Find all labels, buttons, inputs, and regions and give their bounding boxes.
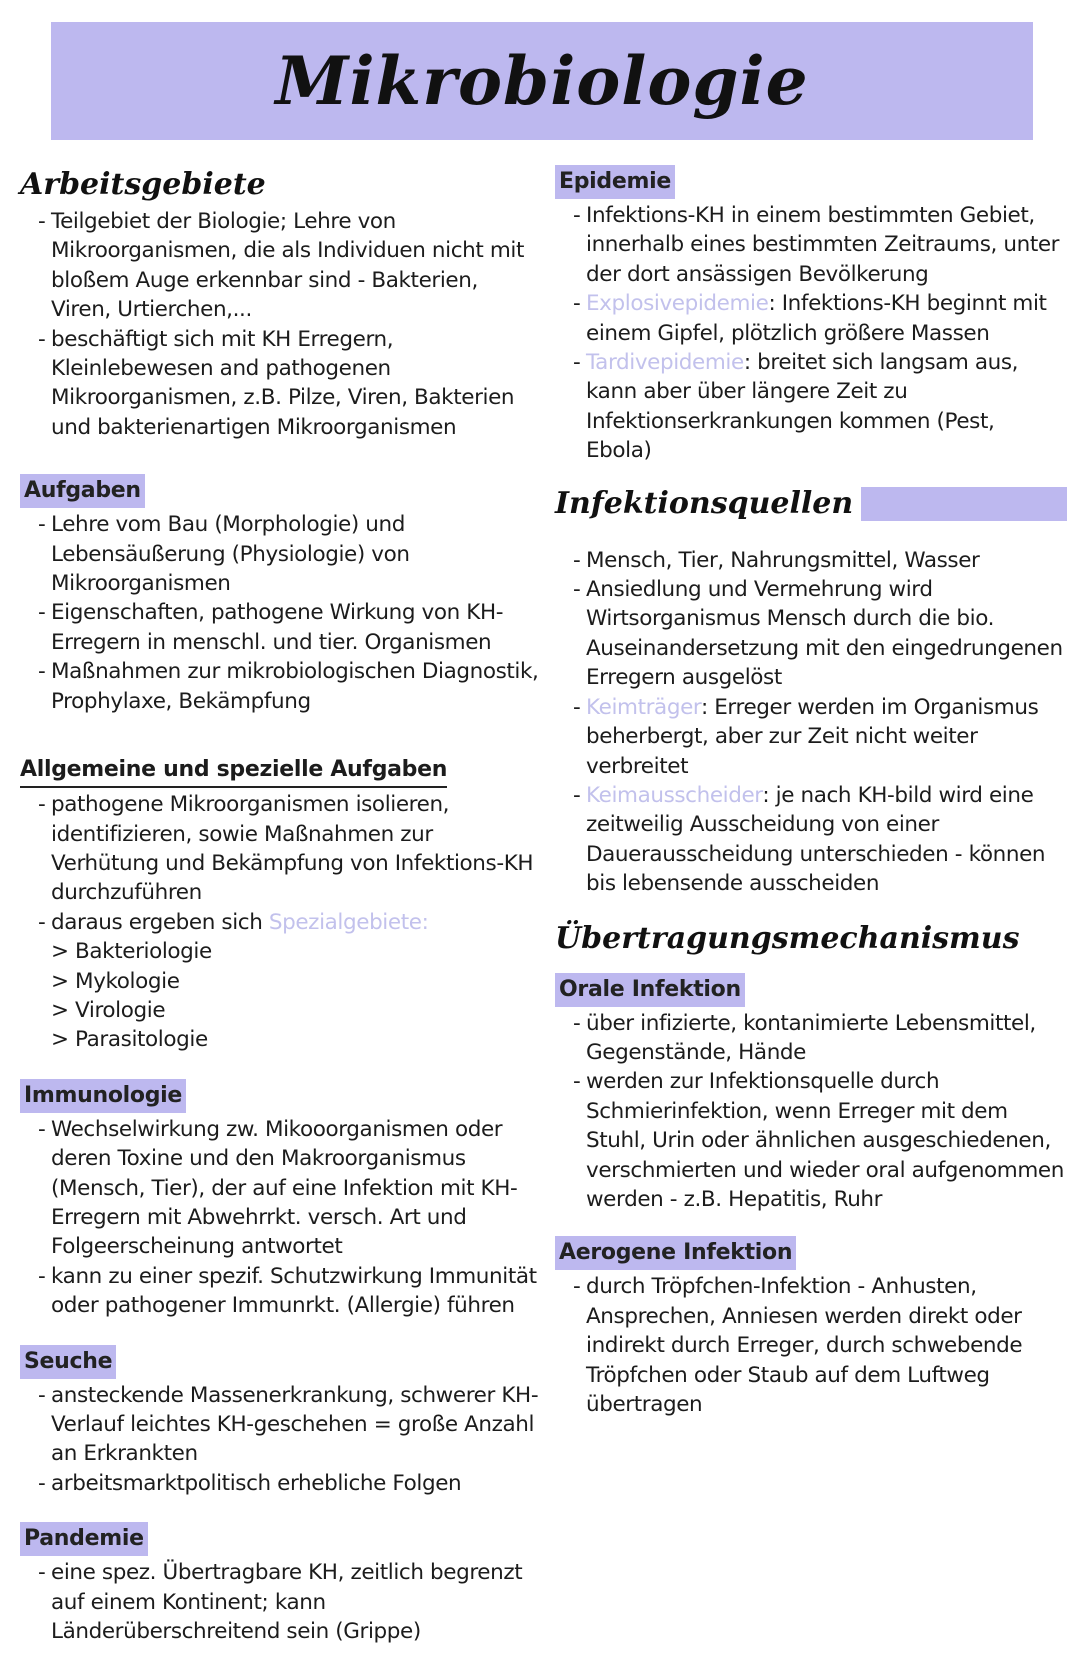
heading-aufgaben: Aufgaben: [20, 474, 145, 508]
text-fragment: : Erreger werden im Organismus beherbergt, aber zur Zeit nicht weiter verbreitet: [586, 694, 1039, 779]
section-allgemeine-aufgaben: [20, 754, 540, 1055]
infektionsquellen-heading-row: [555, 484, 1065, 524]
heading-orale-infektion: Orale Infektion: [555, 973, 745, 1007]
list-item: [38, 908, 540, 937]
text-fragment: : Infektions-KH beginnt mit einem Gipfel, plötzlich größere Massen: [586, 291, 1047, 346]
list-item: - durch Tröpfchen-Infektion - Anhusten, Ansprechen, Anniesen werden direkt oder indirekt durch Erreger, durch schwebende Tröpfchen oder Staub auf dem Luftweg übertragen: [573, 1272, 1065, 1419]
list-aufgaben: [20, 510, 540, 716]
heading-immunologie: Immunologie: [20, 1079, 186, 1113]
list-item: [573, 781, 1065, 899]
list-item: - Maßnahmen zur mikrobiologischen Diagnostik, Prophylaxe, Bekämpfung: [38, 657, 540, 716]
list-arbeitsgebiete: [20, 207, 540, 442]
list-pandemie: [20, 1558, 540, 1646]
sub-item: > Bakteriologie: [51, 939, 212, 965]
text-fragment: daraus ergeben sich: [51, 909, 269, 935]
term-spezialgebiete: Spezialgebiete: [268, 909, 422, 935]
list-immunologie: [20, 1115, 540, 1321]
page-title: Mikrobiologie: [275, 42, 809, 120]
list-item: [573, 348, 1065, 466]
heading-seuche: Seuche: [20, 1345, 116, 1379]
list-item: - Ansiedlung und Vermehrung wird Wirtsorganismus Mensch durch die bio. Auseinandersetzung mit den eingedrungenen Erregern ausgelöst: [573, 575, 1065, 693]
term-tardivepidemie: Tardivepidemie: [586, 350, 744, 376]
section-uebertragungsmechanismus: [555, 919, 1065, 959]
list-item: - über infizierte, kontanimierte Lebensmittel, Gegenstände, Hände: [573, 1009, 1065, 1068]
heading-allgemeine-aufgaben: Allgemeine und spezielle Aufgaben: [20, 754, 447, 788]
term-keimtraeger: Keimträger: [586, 694, 701, 720]
list-seuche: [20, 1381, 540, 1499]
heading-arbeitsgebiete: Arbeitsgebiete: [20, 167, 266, 202]
term-keimausscheider: Keimausscheider: [586, 782, 763, 808]
text-fragment: : breitet sich langsam aus, kann aber über längere Zeit zu Infektionserkrankungen kommen (Pest, Ebola): [586, 350, 1019, 464]
list-item: - Infektions-KH in einem bestimmten Gebiet, innerhalb eines bestimmten Zeitraums, unter der dort ansässigen Bevölkerung: [573, 201, 1065, 289]
section-orale-infektion: [555, 973, 1065, 1215]
heading-pandemie: Pandemie: [20, 1522, 148, 1556]
sub-item: > Parasitologie: [51, 1027, 208, 1053]
text-fragment: : je nach KH-bild wird eine zeitweilig Ausscheidung von einer Dauerausscheidung unterschieden - können bis lebensende ausscheiden: [586, 782, 1046, 897]
list-item: - Lehre vom Bau (Morphologie) und Lebensäußerung (Physiologie) von Mikroorganismen: [38, 510, 540, 598]
right-column: [555, 165, 1065, 1439]
heading-aerogene-infektion: Aerogene Infektion: [555, 1236, 796, 1270]
section-aufgaben: [20, 474, 540, 716]
heading-uebertragungsmechanismus: Übertragungsmechanismus: [555, 920, 1020, 956]
list-orale-infektion: [555, 1009, 1065, 1215]
heading-epidemie: Epidemie: [555, 165, 675, 199]
list-item: - ansteckende Massenerkrankung, schwerer KH-Verlauf leichtes KH-geschehen = große Anzahl an Erkrankten: [38, 1381, 540, 1469]
section-arbeitsgebiete: [20, 165, 540, 442]
list-item: - Eigenschaften, pathogene Wirkung von KH-Erregern in menschl. und tier. Organismen: [38, 598, 540, 657]
sub-item: > Virologie: [51, 997, 166, 1023]
section-immunologie: [20, 1079, 540, 1321]
list-allgemeine-aufgaben: [20, 790, 540, 1055]
list-item: - beschäftigt sich mit KH Erregern, Kleinlebewesen and pathogenen Mikroorganismen, z.B. Pilze, Viren, Bakterien und bakterienartigen Mikroorganismen: [38, 325, 540, 443]
term-explosivepidemie: Explosivepidemie: [586, 291, 769, 317]
section-seuche: [20, 1345, 540, 1499]
section-aerogene-infektion: [555, 1236, 1065, 1419]
list-item: - kann zu einer spezif. Schutzwirkung Immunität oder pathogener Immunrkt. (Allergie) führen: [38, 1262, 540, 1321]
list-item: [573, 693, 1065, 781]
title-banner: [51, 22, 1033, 140]
list-item: - Mensch, Tier, Nahrungsmittel, Wasser: [573, 546, 1065, 575]
list-item: - Wechselwirkung zw. Mikooorganismen oder deren Toxine und den Makroorganismus (Mensch, Tier), der auf eine Infektion mit KH-Erregern mit Abwehrrkt. versch. Art und Folgeerscheinung antwortet: [38, 1115, 540, 1262]
list-infektionsquellen: [555, 546, 1065, 899]
section-pandemie: [20, 1522, 540, 1646]
heading-accent-bar: [861, 487, 1067, 521]
list-item: [573, 289, 1065, 348]
list-item: - eine spez. Übertragbare KH, zeitlich begrenzt auf einem Kontinent; kann Länderüberschreitend sein (Grippe): [38, 1558, 540, 1646]
section-infektionsquellen: [555, 484, 1065, 899]
sub-item: > Mykologie: [51, 968, 180, 994]
list-item: - werden zur Infektionsquelle durch Schmierinfektion, wenn Erreger mit dem Stuhl, Urin oder ähnlichen ausgeschiedenen, verschmierten und wieder oral aufgenommen werden - z.B. Hepatitis, Ruhr: [573, 1067, 1065, 1214]
list-item: - arbeitsmarktpolitisch erhebliche Folgen: [38, 1469, 540, 1498]
text-fragment: :: [421, 909, 429, 935]
list-aerogene-infektion: [555, 1272, 1065, 1419]
list-item: - Teilgebiet der Biologie; Lehre von Mikroorganismen, die als Individuen nicht mit bloßem Auge erkennbar sind - Bakterien, Viren, Urtierchen,...: [38, 207, 540, 325]
list-item: - pathogene Mikroorganismen isolieren, identifizieren, sowie Maßnahmen zur Verhütung und Bekämpfung von Infektions-KH durchzuführen: [38, 790, 540, 908]
list-epidemie: [555, 201, 1065, 466]
left-column: [20, 165, 540, 1666]
section-epidemie: [555, 165, 1065, 466]
heading-infektionsquellen: Infektionsquellen: [555, 485, 854, 521]
